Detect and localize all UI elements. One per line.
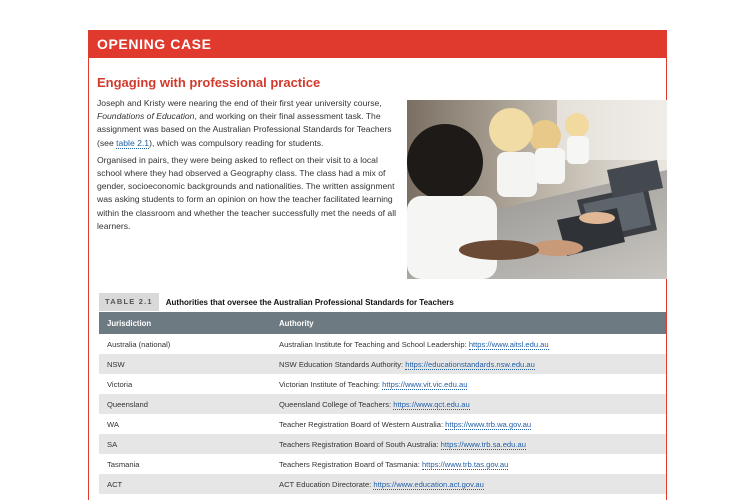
classroom-photo-image (407, 100, 667, 279)
table-row (99, 414, 666, 434)
authority-link[interactable]: https://www.trb.sa.edu.au (440, 439, 526, 449)
cell-authority (271, 354, 666, 374)
cell-jurisdiction: Australia (national) (99, 334, 271, 354)
table-row (99, 454, 666, 474)
p1-text-a: Joseph and Kristy were nearing the end of their first year university course, (97, 98, 382, 108)
cell-jurisdiction: NSW (99, 354, 271, 374)
cell-authority (271, 414, 666, 434)
authority-link[interactable]: https://www.vit.vic.edu.au (382, 379, 468, 389)
cell-jurisdiction: WA (99, 414, 271, 434)
authority-name: Teachers Registration Board of South Australia: (279, 439, 441, 449)
cell-authority (271, 434, 666, 454)
authorities-table (99, 312, 666, 494)
case-paragraph-1 (97, 97, 399, 150)
authority-link[interactable]: https://www.trb.tas.gov.au (421, 459, 509, 469)
authority-name: Victorian Institute of Teaching: (279, 379, 383, 389)
table-row (99, 334, 666, 354)
cell-jurisdiction: SA (99, 434, 271, 454)
authority-name: Queensland College of Teachers: (279, 399, 394, 409)
p1-course-title: Foundations of Education (97, 111, 195, 122)
table-row (99, 394, 666, 414)
cell-authority (271, 454, 666, 474)
cell-jurisdiction: Queensland (99, 394, 271, 414)
cell-authority (271, 394, 666, 414)
table-header-row (99, 312, 666, 334)
authority-name: Teacher Registration Board of Western Australia: (279, 419, 446, 429)
table-row (99, 354, 666, 374)
table-reference-link[interactable]: table 2.1 (116, 137, 150, 148)
cell-jurisdiction: ACT (99, 474, 271, 494)
table-row (99, 434, 666, 454)
authority-link[interactable]: https://educationstandards.nsw.edu.au (405, 359, 535, 369)
authority-link[interactable]: https://www.qct.edu.au (393, 399, 470, 409)
table-title: Authorities that oversee the Australian Professional Standards for Teachers (165, 297, 454, 307)
column-header-jurisdiction: Jurisdiction (99, 312, 271, 334)
cell-authority (271, 474, 666, 494)
cell-jurisdiction: Tasmania (99, 454, 271, 474)
opening-case-box (88, 30, 667, 500)
authority-name: Australian Institute for Teaching and School Leadership: (279, 339, 469, 349)
authority-name: ACT Education Directorate: (279, 479, 374, 489)
cell-jurisdiction: Victoria (99, 374, 271, 394)
opening-case-header (89, 30, 666, 58)
column-header-authority: Authority (271, 312, 666, 334)
case-body (97, 97, 399, 237)
p1-text-b: , and working on their final assessment task. The assignment was based on the Australian Professional Standards for Teachers (see (97, 111, 392, 148)
authority-link[interactable]: https://www.aitsl.edu.au (468, 339, 549, 349)
cell-authority (271, 334, 666, 354)
authority-link[interactable]: https://www.trb.wa.gov.au (445, 419, 532, 429)
authority-name: NSW Education Standards Authority: (279, 359, 406, 369)
classroom-photo (407, 100, 667, 279)
authority-link[interactable]: https://www.education.act.gov.au (373, 479, 484, 489)
case-title: Engaging with professional practice (97, 75, 321, 90)
table-caption (99, 293, 454, 311)
case-paragraph-2: Organised in pairs, they were being asked to reflect on their visit to a local school where they had observed a Geography class. The class had a mix of gender, socioeconomic backgrounds and nationalities. The written assignment was asking students to form an opinion on how the teacher facilitated learning within the classroom and whether the teacher successfully met the needs of all learners. (97, 154, 397, 231)
table-row (99, 474, 666, 494)
table-number-label: TABLE 2.1 (99, 293, 159, 311)
cell-authority (271, 374, 666, 394)
authority-name: Teachers Registration Board of Tasmania: (279, 459, 422, 469)
p1-text-c: ), which was compulsory reading for students. (149, 137, 324, 148)
opening-case-label: OPENING CASE (97, 36, 212, 52)
table-row (99, 374, 666, 394)
